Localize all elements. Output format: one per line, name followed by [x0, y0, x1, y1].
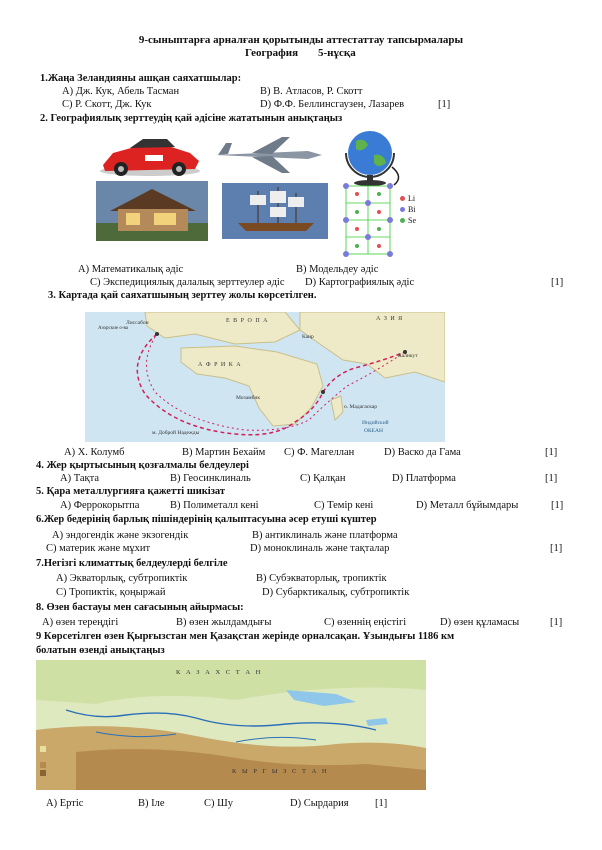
- map-label-mozambique: Мозамбик: [236, 395, 261, 401]
- q2-option-c[interactable]: С) Экспедициялық далалық зерттеулер әдіс: [90, 277, 285, 288]
- q3-option-b[interactable]: В) Мартин Бехайм: [182, 447, 266, 458]
- q3-option-a[interactable]: А) Х. Колумб: [64, 447, 125, 458]
- q4-score: [1]: [545, 473, 558, 484]
- q6-text: 6.Жер бедерінің барлық пішіндерінің қалыптасуына әсер етуші күштер: [36, 514, 377, 525]
- q2-score: [1]: [551, 277, 564, 288]
- q1-option-d[interactable]: D) Ф.Ф. Беллинсгаузен, Лазарев: [260, 99, 405, 110]
- q5-option-b[interactable]: В) Полиметалл кені: [170, 500, 259, 511]
- q3-text: 3. Картада қай саяхатшының зерттеу жолы көрсетілген.: [48, 290, 317, 301]
- q7-option-a[interactable]: А) Экваторлық, субтропиктік: [56, 573, 188, 584]
- car-image: [95, 131, 205, 179]
- crystal-model-image: [338, 182, 400, 258]
- q9-score: [1]: [375, 798, 388, 809]
- q5-score: [1]: [551, 500, 564, 511]
- map-label-ocean: ОКЕАН: [364, 428, 383, 434]
- map-label-asia: А З И Я: [376, 316, 404, 322]
- q4-option-b[interactable]: В) Геосинклиналь: [170, 473, 251, 484]
- map-label-azores: Азорские о-ва: [98, 326, 129, 331]
- q1-option-b[interactable]: В) В. Атласов, Р. Скотт: [260, 86, 363, 97]
- route-map: [85, 312, 445, 442]
- q9-option-d[interactable]: D) Сырдария: [290, 798, 349, 809]
- map-label-calicut: Каликут: [398, 353, 418, 359]
- q8-option-c[interactable]: С) өзеннің еңістігі: [324, 617, 407, 628]
- q2-option-d[interactable]: D) Картографиялық әдіс: [305, 277, 415, 288]
- q5-option-a[interactable]: А) Феррокорытпа: [60, 500, 140, 511]
- legend-bi: Bi: [408, 205, 416, 214]
- q4-option-d[interactable]: D) Платформа: [392, 473, 456, 484]
- q2-option-b[interactable]: В) Модельдеу әдіс: [296, 264, 379, 275]
- map-label-kyrgyzstan: К Ы Р Г Ы З С Т А Н: [232, 768, 329, 775]
- q3-option-d[interactable]: D) Васко да Гама: [384, 447, 461, 458]
- q1-option-c[interactable]: С) Р. Скотт, Дж. Кук: [62, 99, 152, 110]
- jet-image: [212, 133, 324, 175]
- q6-option-b[interactable]: В) антиклиналь және платформа: [252, 530, 398, 541]
- map-label-madagascar: о. Мадагаскар: [344, 404, 377, 410]
- map-label-lisbon: Лиссабон: [126, 320, 149, 326]
- q7-option-c[interactable]: С) Тропиктік, қоңыржай: [56, 587, 166, 598]
- q7-text: 7.Негізгі климаттық белдеулерді белгіле: [36, 558, 228, 569]
- q3-option-c[interactable]: С) Ф. Магеллан: [284, 447, 355, 458]
- q2-option-a[interactable]: А) Математикалық әдіс: [78, 264, 184, 275]
- q3-score: [1]: [545, 447, 558, 458]
- q9-text-line2: болатын өзенді анықтаңыз: [36, 645, 165, 656]
- q6-option-a[interactable]: А) эндогендік және экзогендік: [52, 530, 189, 541]
- q8-option-a[interactable]: А) өзен тереңдігі: [42, 617, 119, 628]
- q4-text: 4. Жер қыртысының қозғалмалы белдеулері: [36, 460, 249, 471]
- map-label-indian: Индийский: [362, 420, 389, 426]
- q1-text: 1.Жаңа Зеландияны ашқан саяхатшылар:: [40, 73, 242, 84]
- map-label-kazakhstan: К А З А Х С Т А Н: [176, 669, 263, 676]
- q4-option-c[interactable]: С) Қалқан: [300, 473, 346, 484]
- q2-text: 2. Географиялық зерттеудің қай әдісіне жататынын анықтаңыз: [40, 113, 343, 124]
- q9-option-b[interactable]: В) Іле: [138, 798, 165, 809]
- variant-label: 5-нұсқа: [318, 47, 356, 59]
- q9-option-a[interactable]: А) Ертіс: [46, 798, 84, 809]
- house-image: [96, 181, 208, 241]
- q8-score: [1]: [550, 617, 563, 628]
- q9-option-c[interactable]: С) Шу: [204, 798, 233, 809]
- q8-text: 8. Өзен бастауы мен сағасының айырмасы:: [36, 602, 244, 613]
- q5-option-c[interactable]: С) Темір кені: [314, 500, 374, 511]
- q1-score: [1]: [438, 99, 451, 110]
- map-label-europe: Е В Р О П А: [226, 318, 269, 324]
- river-map: [36, 660, 426, 790]
- ship-model-image: [222, 183, 328, 239]
- q8-option-b[interactable]: В) өзен жылдамдығы: [176, 617, 272, 628]
- q9-text-line1: 9 Көрсетілген өзен Қырғызстан мен Қазақстан жерінде орналсақан. Ұзындығы 1186 км: [36, 631, 455, 642]
- map-label-good-hope: м. Доброй Надежды: [152, 430, 200, 436]
- document-title: 9-сыныптарға арналған қорытынды аттестаттау тапсырмалары: [138, 34, 464, 46]
- map-label-cairo: Каир: [302, 334, 314, 340]
- q1-option-a[interactable]: А) Дж. Кук, Абель Тасман: [62, 86, 180, 97]
- q5-option-d[interactable]: D) Металл бұйымдары: [416, 500, 519, 511]
- q8-option-d[interactable]: D) өзен құламасы: [440, 617, 520, 628]
- legend-li: Li: [408, 194, 416, 203]
- q7-option-b[interactable]: В) Субэкваторлық, тропиктік: [256, 573, 387, 584]
- legend-se: Se: [408, 216, 416, 225]
- q7-option-d[interactable]: D) Субарктикалық, субтропиктік: [262, 587, 410, 598]
- q6-option-c[interactable]: С) материк және мұхит: [46, 543, 151, 554]
- q5-text: 5. Қара металлургияға қажетті шикізат: [36, 486, 226, 497]
- subject-label: География: [245, 47, 299, 59]
- map-label-africa: А Ф Р И К А: [198, 362, 242, 368]
- crystal-legend: [400, 194, 416, 225]
- q6-score: [1]: [550, 543, 563, 554]
- q4-option-a[interactable]: А) Тақта: [60, 473, 99, 484]
- q6-option-d[interactable]: D) моноклиналь және тақталар: [250, 543, 390, 554]
- globe-image: [334, 127, 412, 187]
